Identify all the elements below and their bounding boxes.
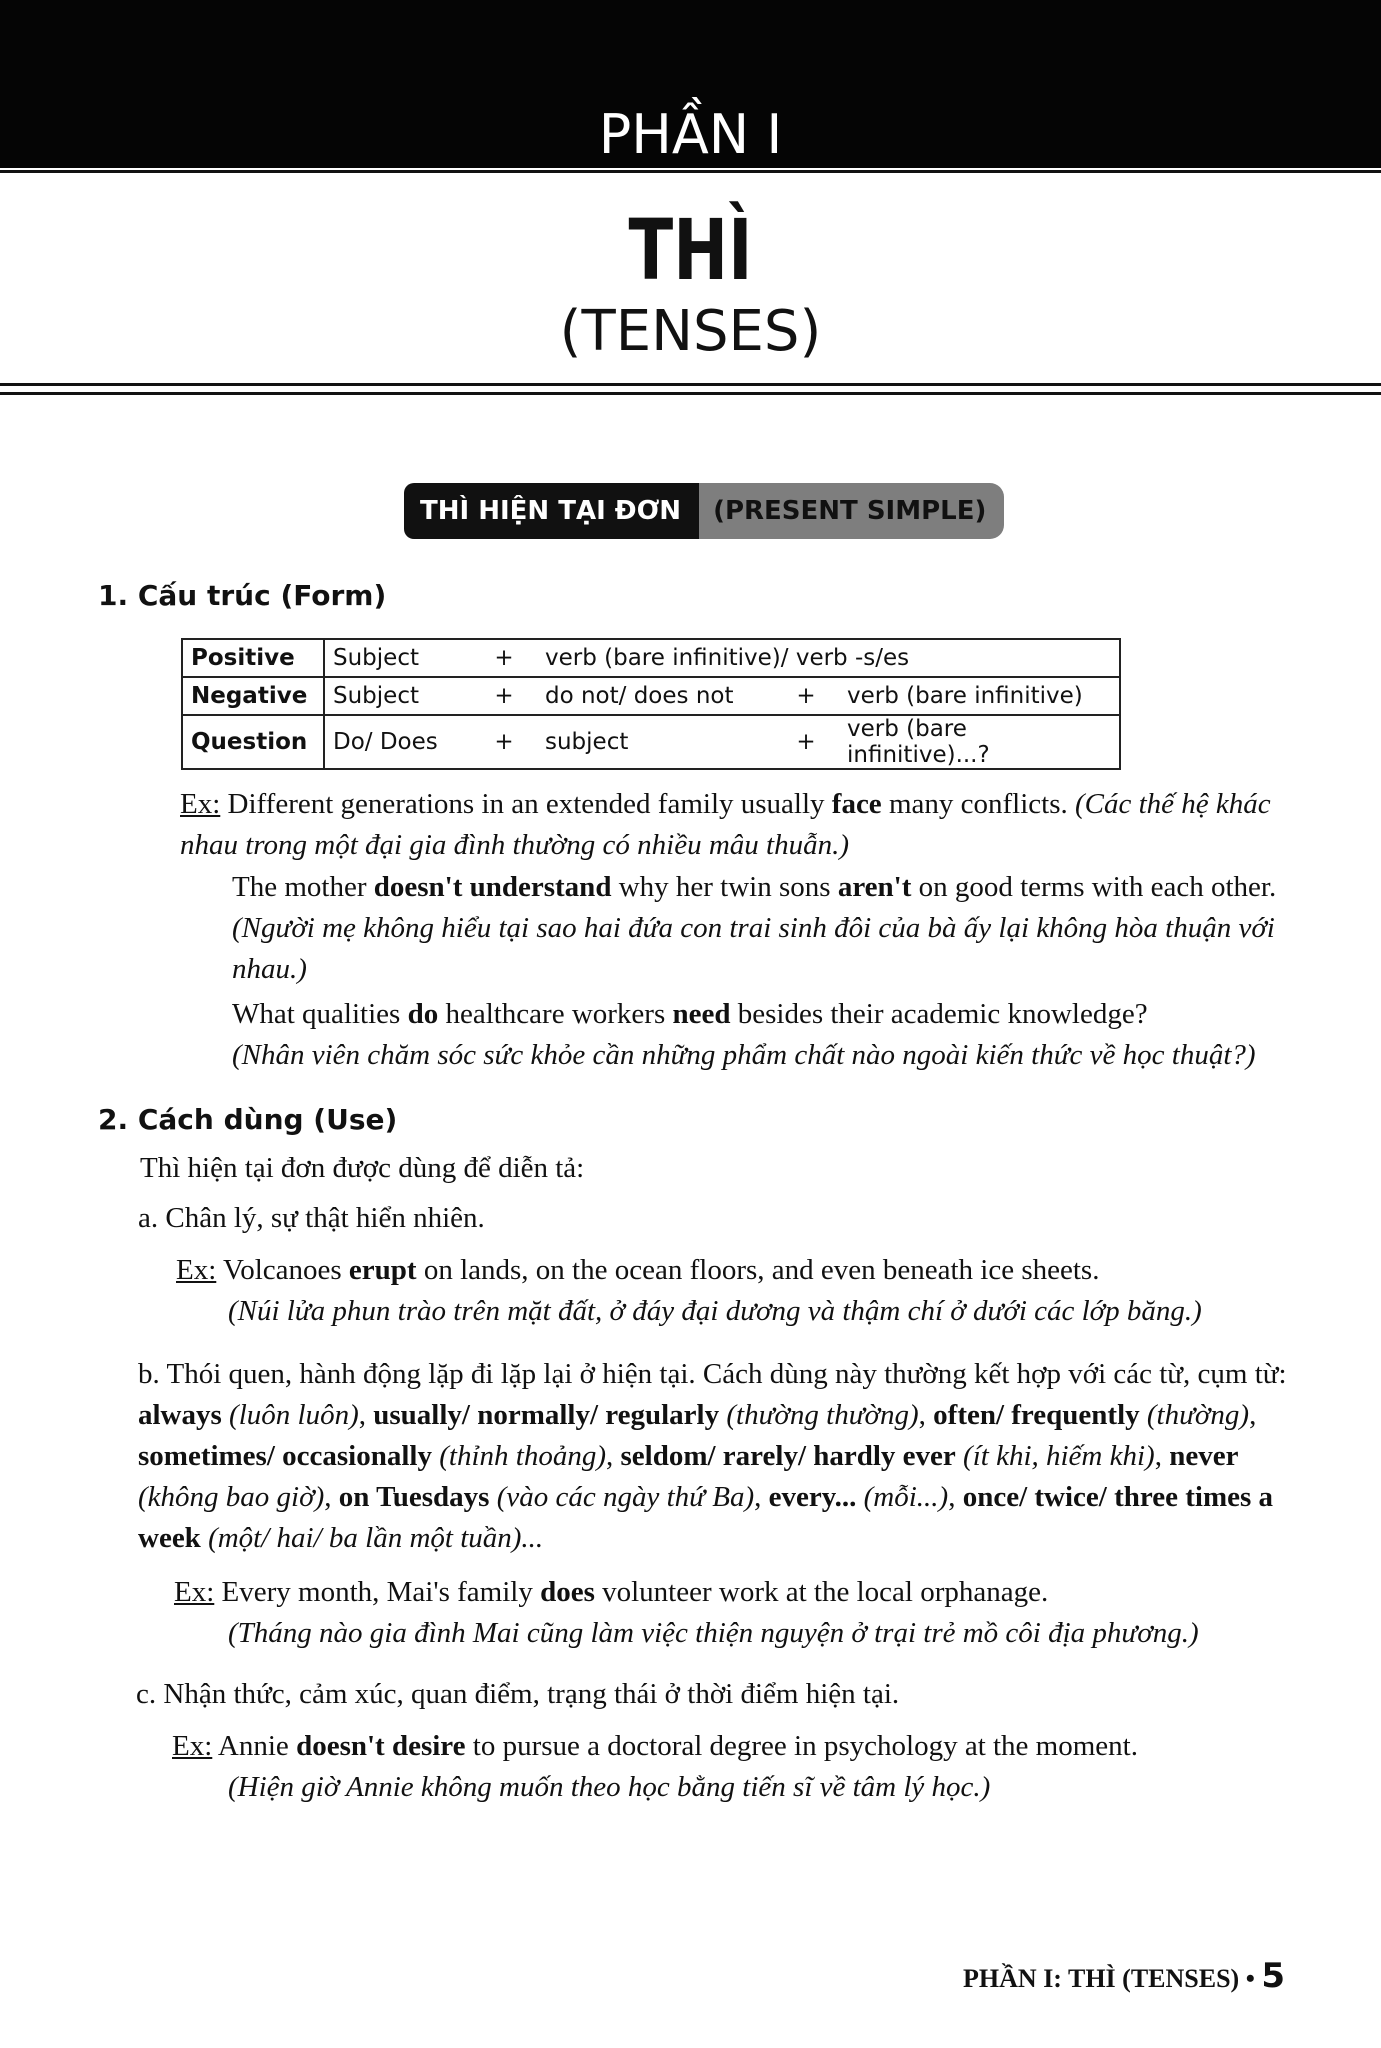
example-label: Ex: <box>174 1576 215 1608</box>
translation: (Các thế hệ khác nhau trong một đại gia đình thường có nhiều mâu thuẫn.) <box>180 788 1271 861</box>
example-label: Ex: <box>180 788 221 820</box>
use-heading: 2. Cách dùng (Use) <box>98 1103 398 1136</box>
form-table <box>181 638 1121 770</box>
use-a-example: Ex: Volcanoes erupt on lands, on the ocean floors, and even beneath ice sheets. (Núi lửa phun trào trên mặt đất, ở đáy đại dương và thậm chí ở dưới các lớp băng.) <box>176 1254 1202 1327</box>
cell: + <box>471 715 537 769</box>
section-tag-en: (PRESENT SIMPLE) <box>699 483 1004 539</box>
section-tag-vi: THÌ HIỆN TẠI ĐƠN <box>404 483 699 539</box>
cell: + <box>471 677 537 715</box>
cell: Do/ Does <box>324 715 471 769</box>
use-item-c: c. Nhận thức, cảm xúc, quan điểm, trạng thái ở thời điểm hiện tại. <box>136 1678 900 1710</box>
divider <box>0 170 1381 173</box>
form-example-3: What qualities do healthcare workers need besides their academic knowledge? (Nhân viên chăm sóc sức khỏe cần những phẩm chất nào ngoài kiến thức về học thuật?) <box>232 998 1256 1071</box>
cell: verb (bare infinitive) <box>839 677 1120 715</box>
cell: verb (bare infinitive)/ verb -s/es <box>537 639 1120 677</box>
cell: + <box>773 677 839 715</box>
translation: (Hiện giờ Annie không muốn theo học bằng tiến sĩ về tâm lý học.) <box>228 1771 991 1803</box>
running-title: PHẦN I: THÌ (TENSES) <box>963 1964 1240 1993</box>
cell: Subject <box>324 639 471 677</box>
use-intro: Thì hiện tại đơn được dùng để diễn tả: <box>140 1152 585 1184</box>
use-item-b: b. Thói quen, hành động lặp đi lặp lại ở hiện tại. Cách dùng này thường kết hợp với các từ, cụm từ: always (luôn luôn), usually/ normally/ regularly (thường thường), often/ frequently (thường), sometimes/ occasionally (thỉnh thoảng), seldom/ rarely/ hardly ever (ít khi, hiếm khi), never (không bao giờ), on Tuesdays (vào các ngày thứ Ba), every... (mỗi...), once/ twice/ three times a week (một/ hai/ ba lần một tuần)... <box>138 1358 1287 1554</box>
table-row <box>182 639 1120 677</box>
use-item-a: a. Chân lý, sự thật hiển nhiên. <box>138 1202 485 1234</box>
table-row <box>182 677 1120 715</box>
form-heading: 1. Cấu trúc (Form) <box>98 579 387 612</box>
row-label: Question <box>182 715 324 769</box>
cell: verb (bare infinitive)...? <box>839 715 1120 769</box>
cell: + <box>773 715 839 769</box>
item-marker: b. <box>138 1358 160 1390</box>
translation: (Núi lửa phun trào trên mặt đất, ở đáy đại dương và thậm chí ở dưới các lớp băng.) <box>228 1295 1202 1327</box>
row-label: Positive <box>182 639 324 677</box>
divider <box>0 392 1381 395</box>
translation: (Nhân viên chăm sóc sức khỏe cần những phẩm chất nào ngoài kiến thức về học thuật?) <box>232 1039 1256 1071</box>
use-c-example: Ex: Annie doesn't desire to pursue a doctoral degree in psychology at the moment. (Hiện giờ Annie không muốn theo học bằng tiến sĩ về tâm lý học.) <box>172 1730 1138 1803</box>
example-label: Ex: <box>172 1730 213 1762</box>
page-number: 5 <box>1261 1956 1285 1996</box>
translation: (Người mẹ không hiểu tại sao hai đứa con trai sinh đôi của bà ấy lại không hòa thuận với nhau.) <box>232 912 1275 985</box>
form-example-1: Ex: Different generations in an extended family usually face many conflicts. (Các thế hệ khác nhau trong một đại gia đình thường có nhiều mâu thuẫn.) <box>180 788 1271 861</box>
page-footer <box>963 1956 1285 1996</box>
cell: do not/ does not <box>537 677 773 715</box>
divider <box>0 383 1381 386</box>
row-label: Negative <box>182 677 324 715</box>
form-example-2: The mother doesn't understand why her twin sons aren't on good terms with each other. (Người mẹ không hiểu tại sao hai đứa con trai sinh đôi của bà ấy lại không hòa thuận với nhau.) <box>232 871 1277 985</box>
item-marker: c. <box>136 1678 157 1710</box>
section-tag <box>404 483 1004 539</box>
bullet: • <box>1245 1964 1255 1993</box>
example-label: Ex: <box>176 1254 217 1286</box>
cell: Subject <box>324 677 471 715</box>
chapter-title: THÌ <box>628 201 753 299</box>
part-title: PHẦN I <box>598 103 783 166</box>
use-b-example: Ex: Every month, Mai's family does volunteer work at the local orphanage. (Tháng nào gia đình Mai cũng làm việc thiện nguyện ở trại trẻ mồ côi địa phương.) <box>174 1576 1199 1649</box>
cell: + <box>471 639 537 677</box>
item-marker: a. <box>138 1202 159 1234</box>
table-row <box>182 715 1120 769</box>
chapter-subtitle: (TENSES) <box>559 299 822 364</box>
cell: subject <box>537 715 773 769</box>
translation: (Tháng nào gia đình Mai cũng làm việc thiện nguyện ở trại trẻ mồ côi địa phương.) <box>228 1617 1199 1649</box>
